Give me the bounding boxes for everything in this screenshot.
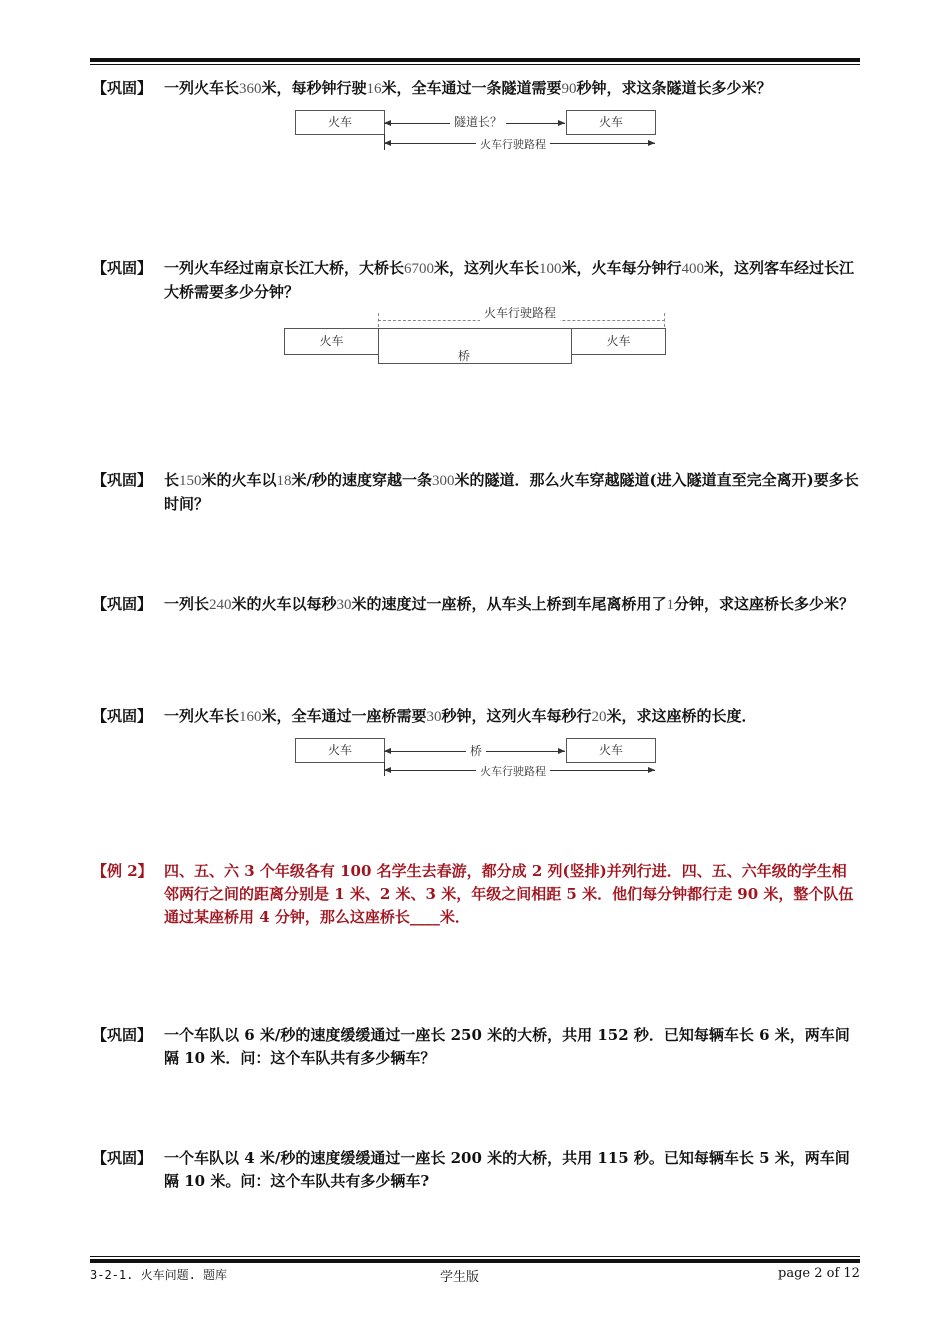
arrow-right-icon <box>558 748 565 754</box>
bridge-box <box>378 328 572 364</box>
problem-3: 【巩固】 长150米的火车以18米/秒的速度穿越一条300米的隧道．那么火车穿越隧道(进入隧道直至完全离开)要多长时间？ <box>92 471 859 513</box>
problem-5: 【巩固】 一列火车长160米，全车通过一座桥需要30秒钟，这列火车每秒行20米，求这座桥的长度． <box>92 705 860 729</box>
arrow-left-icon <box>384 120 391 126</box>
arrow-right-icon <box>558 120 565 126</box>
problem-tag: 【巩固】 <box>92 707 153 725</box>
route-label: 火车行驶路程 <box>476 763 550 779</box>
problem-text: 一个车队以 6 米/秒的速度缓缓通过一座长 250 米的大桥，共用 152 秒．已知每辆车长 6 米，两车间隔 10 米．问：这个车队共有多少辆车？ <box>164 1026 850 1067</box>
example-text: 四、五、六 3 个年级各有 100 名学生去春游，都分成 2 列(竖排)并列行进．四、五、六年级的学生相邻两行之间的距离分别是 1 米、2 米、3 米，年级之间相距 5 米．他们每分钟都行走 90 米，整个队伍通过某座桥用 4 分钟，那么这座桥长____米． <box>164 862 854 926</box>
problem-tag: 【巩固】 <box>92 1149 153 1167</box>
problem-4: 【巩固】 一列长240米的火车以每秒30米的速度过一座桥，从车头上桥到车尾离桥用了1分钟，求这座桥长多少米？ <box>92 593 860 617</box>
train-box-left: 火车 <box>295 738 385 763</box>
problem-tag: 【巩固】 <box>92 595 153 613</box>
problem-tag: 【巩固】 <box>92 471 153 489</box>
train-box-right: 火车 <box>566 738 656 763</box>
train-box-left: 火车 <box>295 110 385 135</box>
route-label: 火车行驶路程 <box>480 304 560 321</box>
problem-tag: 【巩固】 <box>92 259 153 277</box>
arrow-left-icon <box>384 767 391 773</box>
problem-7 <box>92 1147 860 1193</box>
problem-text: 一个车队以 4 米/秒的速度缓缓通过一座长 200 米的大桥，共用 115 秒。已知每辆车长 5 米，两车间隔 10 米。问：这个车队共有多少辆车? <box>164 1149 850 1190</box>
footer-left: 3-2-1. 火车问题. 题库 <box>90 1268 228 1282</box>
problem-tag: 【巩固】 <box>92 79 153 97</box>
footer-center: 学生版 <box>440 1270 480 1285</box>
example-tag: 【例 2】 <box>92 862 153 880</box>
bridge-label: 桥 <box>466 742 486 759</box>
example-2 <box>92 860 860 929</box>
train-box-right: 火车 <box>566 110 656 135</box>
problem-2: 【巩固】 一列火车经过南京长江大桥，大桥长6700米，这列火车长100米，火车每分钟行400米，这列客车经过长江大桥需要多少分钟？ <box>92 259 855 301</box>
train-box-left: 火车 <box>284 328 379 355</box>
problem-6 <box>92 1024 860 1070</box>
arrow-left-icon <box>384 140 391 146</box>
footer-rule-thin <box>90 1256 860 1257</box>
footer-right: page 2 of 12 <box>778 1266 860 1281</box>
tunnel-label: 隧道长？ <box>450 113 506 130</box>
problem-1: 【巩固】 一列火车长360米，每秒钟行驶16米，全车通过一条隧道需要90秒钟，求这条隧道长多少米？ <box>92 77 860 101</box>
header-rule-thick <box>90 58 860 62</box>
route-label: 火车行驶路程 <box>476 136 550 152</box>
problem-tag: 【巩固】 <box>92 1026 153 1044</box>
header-rule-thin <box>90 64 860 65</box>
footer-rule-thick <box>90 1259 860 1263</box>
arrow-right-icon <box>648 767 655 773</box>
arrow-left-icon <box>384 748 391 754</box>
bridge-label: 桥 <box>458 349 471 363</box>
train-box-right: 火车 <box>571 328 666 355</box>
arrow-right-icon <box>648 140 655 146</box>
